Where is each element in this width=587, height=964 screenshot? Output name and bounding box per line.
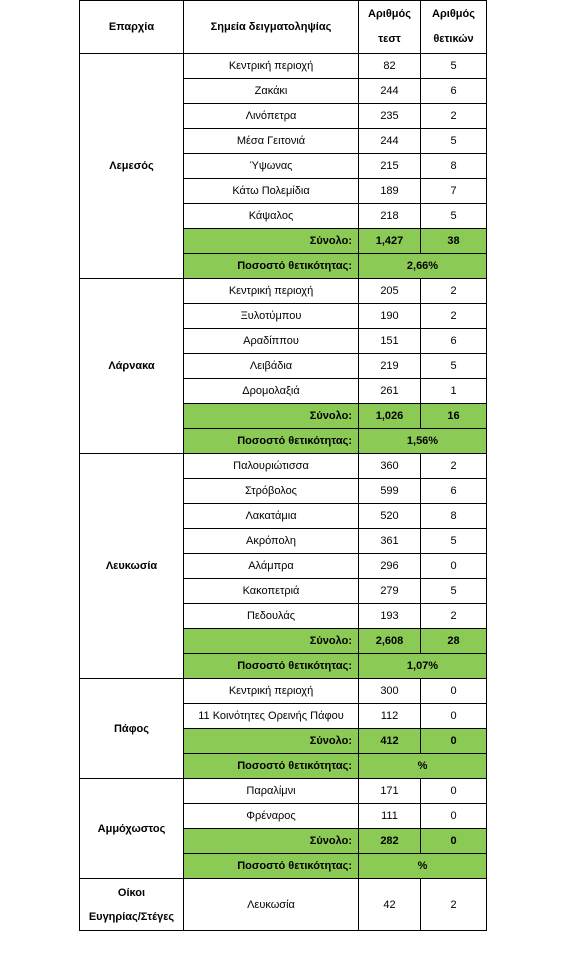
- total-label: Σύνολο:: [184, 629, 359, 654]
- sampling-point-cell: Κεντρική περιοχή: [184, 54, 359, 79]
- sampling-point-cell: Λειβάδια: [184, 354, 359, 379]
- positives-cell: 0: [421, 554, 487, 579]
- table-row: [80, 54, 487, 79]
- total-tests-value: 282: [359, 829, 421, 854]
- tests-cell: 296: [359, 554, 421, 579]
- total-label: Σύνολο:: [184, 229, 359, 254]
- total-tests-value: 1,427: [359, 229, 421, 254]
- positives-cell: 0: [421, 779, 487, 804]
- positives-cell: 2: [421, 879, 487, 931]
- tests-cell: 215: [359, 154, 421, 179]
- positives-cell: 0: [421, 804, 487, 829]
- table-row: [80, 279, 487, 304]
- table-header-row: [80, 1, 487, 54]
- positivity-rate-label: Ποσοστό θετικότητας:: [184, 254, 359, 279]
- province-cell: Πάφος: [80, 679, 184, 779]
- sampling-point-cell: Κεντρική περιοχή: [184, 279, 359, 304]
- sampling-point-cell: 11 Κοινότητες Ορεινής Πάφου: [184, 704, 359, 729]
- tests-cell: 300: [359, 679, 421, 704]
- positivity-rate-value: 1,56%: [359, 429, 487, 454]
- total-positives-value: 38: [421, 229, 487, 254]
- sampling-point-cell: Κάψαλος: [184, 204, 359, 229]
- positives-cell: 5: [421, 129, 487, 154]
- positives-cell: 1: [421, 379, 487, 404]
- sampling-point-cell: Παραλίμνι: [184, 779, 359, 804]
- sampling-point-cell: Λακατάμια: [184, 504, 359, 529]
- positives-cell: 2: [421, 604, 487, 629]
- positives-cell: 6: [421, 329, 487, 354]
- positives-cell: 8: [421, 504, 487, 529]
- total-label: Σύνολο:: [184, 829, 359, 854]
- tests-cell: 599: [359, 479, 421, 504]
- total-tests-value: 2,608: [359, 629, 421, 654]
- province-cell: Λεμεσός: [80, 54, 184, 279]
- province-cell: Αμμόχωστος: [80, 779, 184, 879]
- sampling-point-cell: Στρόβολος: [184, 479, 359, 504]
- tests-cell: 205: [359, 279, 421, 304]
- header-province: Επαρχία: [80, 1, 184, 54]
- province-cell: Λάρνακα: [80, 279, 184, 454]
- tests-cell: 219: [359, 354, 421, 379]
- tests-cell: 189: [359, 179, 421, 204]
- tests-cell: 151: [359, 329, 421, 354]
- positivity-rate-value: %: [359, 854, 487, 879]
- sampling-point-cell: Λευκωσία: [184, 879, 359, 931]
- positives-cell: 5: [421, 54, 487, 79]
- tests-cell: 244: [359, 79, 421, 104]
- tests-cell: 360: [359, 454, 421, 479]
- table-row-elderly-homes: [80, 879, 487, 931]
- total-tests-value: 412: [359, 729, 421, 754]
- total-label: Σύνολο:: [184, 729, 359, 754]
- positivity-rate-value: %: [359, 754, 487, 779]
- positives-cell: 2: [421, 304, 487, 329]
- tests-cell: 279: [359, 579, 421, 604]
- positives-cell: 0: [421, 704, 487, 729]
- positives-cell: 0: [421, 679, 487, 704]
- testing-results-table: [79, 0, 487, 931]
- tests-cell: 112: [359, 704, 421, 729]
- positives-cell: 5: [421, 354, 487, 379]
- positives-cell: 2: [421, 104, 487, 129]
- province-cell: Οίκοι Ευγηρίας/Στέγες: [80, 879, 184, 931]
- sampling-point-cell: Παλουριώτισσα: [184, 454, 359, 479]
- positives-cell: 8: [421, 154, 487, 179]
- tests-cell: 520: [359, 504, 421, 529]
- sampling-point-cell: Ύψωνας: [184, 154, 359, 179]
- total-positives-value: 0: [421, 729, 487, 754]
- tests-cell: 218: [359, 204, 421, 229]
- positives-cell: 5: [421, 529, 487, 554]
- total-positives-value: 28: [421, 629, 487, 654]
- table-row: [80, 679, 487, 704]
- province-cell: Λευκωσία: [80, 454, 184, 679]
- sampling-point-cell: Λινόπετρα: [184, 104, 359, 129]
- table-row: [80, 779, 487, 804]
- positives-cell: 6: [421, 479, 487, 504]
- sampling-point-cell: Πεδουλάς: [184, 604, 359, 629]
- tests-cell: 261: [359, 379, 421, 404]
- sampling-point-cell: Ζακάκι: [184, 79, 359, 104]
- positivity-rate-value: 1,07%: [359, 654, 487, 679]
- header-positives: Αριθμός θετικών: [421, 1, 487, 54]
- positives-cell: 6: [421, 79, 487, 104]
- header-sampling-points: Σημεία δειγματοληψίας: [184, 1, 359, 54]
- positives-cell: 2: [421, 454, 487, 479]
- sampling-point-cell: Κεντρική περιοχή: [184, 679, 359, 704]
- positivity-rate-label: Ποσοστό θετικότητας:: [184, 429, 359, 454]
- total-tests-value: 1,026: [359, 404, 421, 429]
- sampling-point-cell: Κακοπετριά: [184, 579, 359, 604]
- sampling-point-cell: Κάτω Πολεμίδια: [184, 179, 359, 204]
- sampling-point-cell: Ακρόπολη: [184, 529, 359, 554]
- tests-cell: 171: [359, 779, 421, 804]
- sampling-point-cell: Μέσα Γειτονιά: [184, 129, 359, 154]
- tests-cell: 42: [359, 879, 421, 931]
- positivity-rate-label: Ποσοστό θετικότητας:: [184, 754, 359, 779]
- positives-cell: 5: [421, 579, 487, 604]
- tests-cell: 82: [359, 54, 421, 79]
- positivity-rate-label: Ποσοστό θετικότητας:: [184, 654, 359, 679]
- total-positives-value: 0: [421, 829, 487, 854]
- positivity-rate-value: 2,66%: [359, 254, 487, 279]
- tests-cell: 190: [359, 304, 421, 329]
- positives-cell: 5: [421, 204, 487, 229]
- sampling-point-cell: Δρομολαξιά: [184, 379, 359, 404]
- sampling-point-cell: Ξυλοτύμπου: [184, 304, 359, 329]
- header-tests: Αριθμός τεστ: [359, 1, 421, 54]
- total-positives-value: 16: [421, 404, 487, 429]
- table-row: [80, 454, 487, 479]
- tests-cell: 235: [359, 104, 421, 129]
- total-label: Σύνολο:: [184, 404, 359, 429]
- positivity-rate-label: Ποσοστό θετικότητας:: [184, 854, 359, 879]
- positives-cell: 7: [421, 179, 487, 204]
- tests-cell: 361: [359, 529, 421, 554]
- tests-cell: 193: [359, 604, 421, 629]
- tests-cell: 111: [359, 804, 421, 829]
- sampling-point-cell: Αλάμπρα: [184, 554, 359, 579]
- positives-cell: 2: [421, 279, 487, 304]
- sampling-point-cell: Φρέναρος: [184, 804, 359, 829]
- tests-cell: 244: [359, 129, 421, 154]
- sampling-point-cell: Αραδίππου: [184, 329, 359, 354]
